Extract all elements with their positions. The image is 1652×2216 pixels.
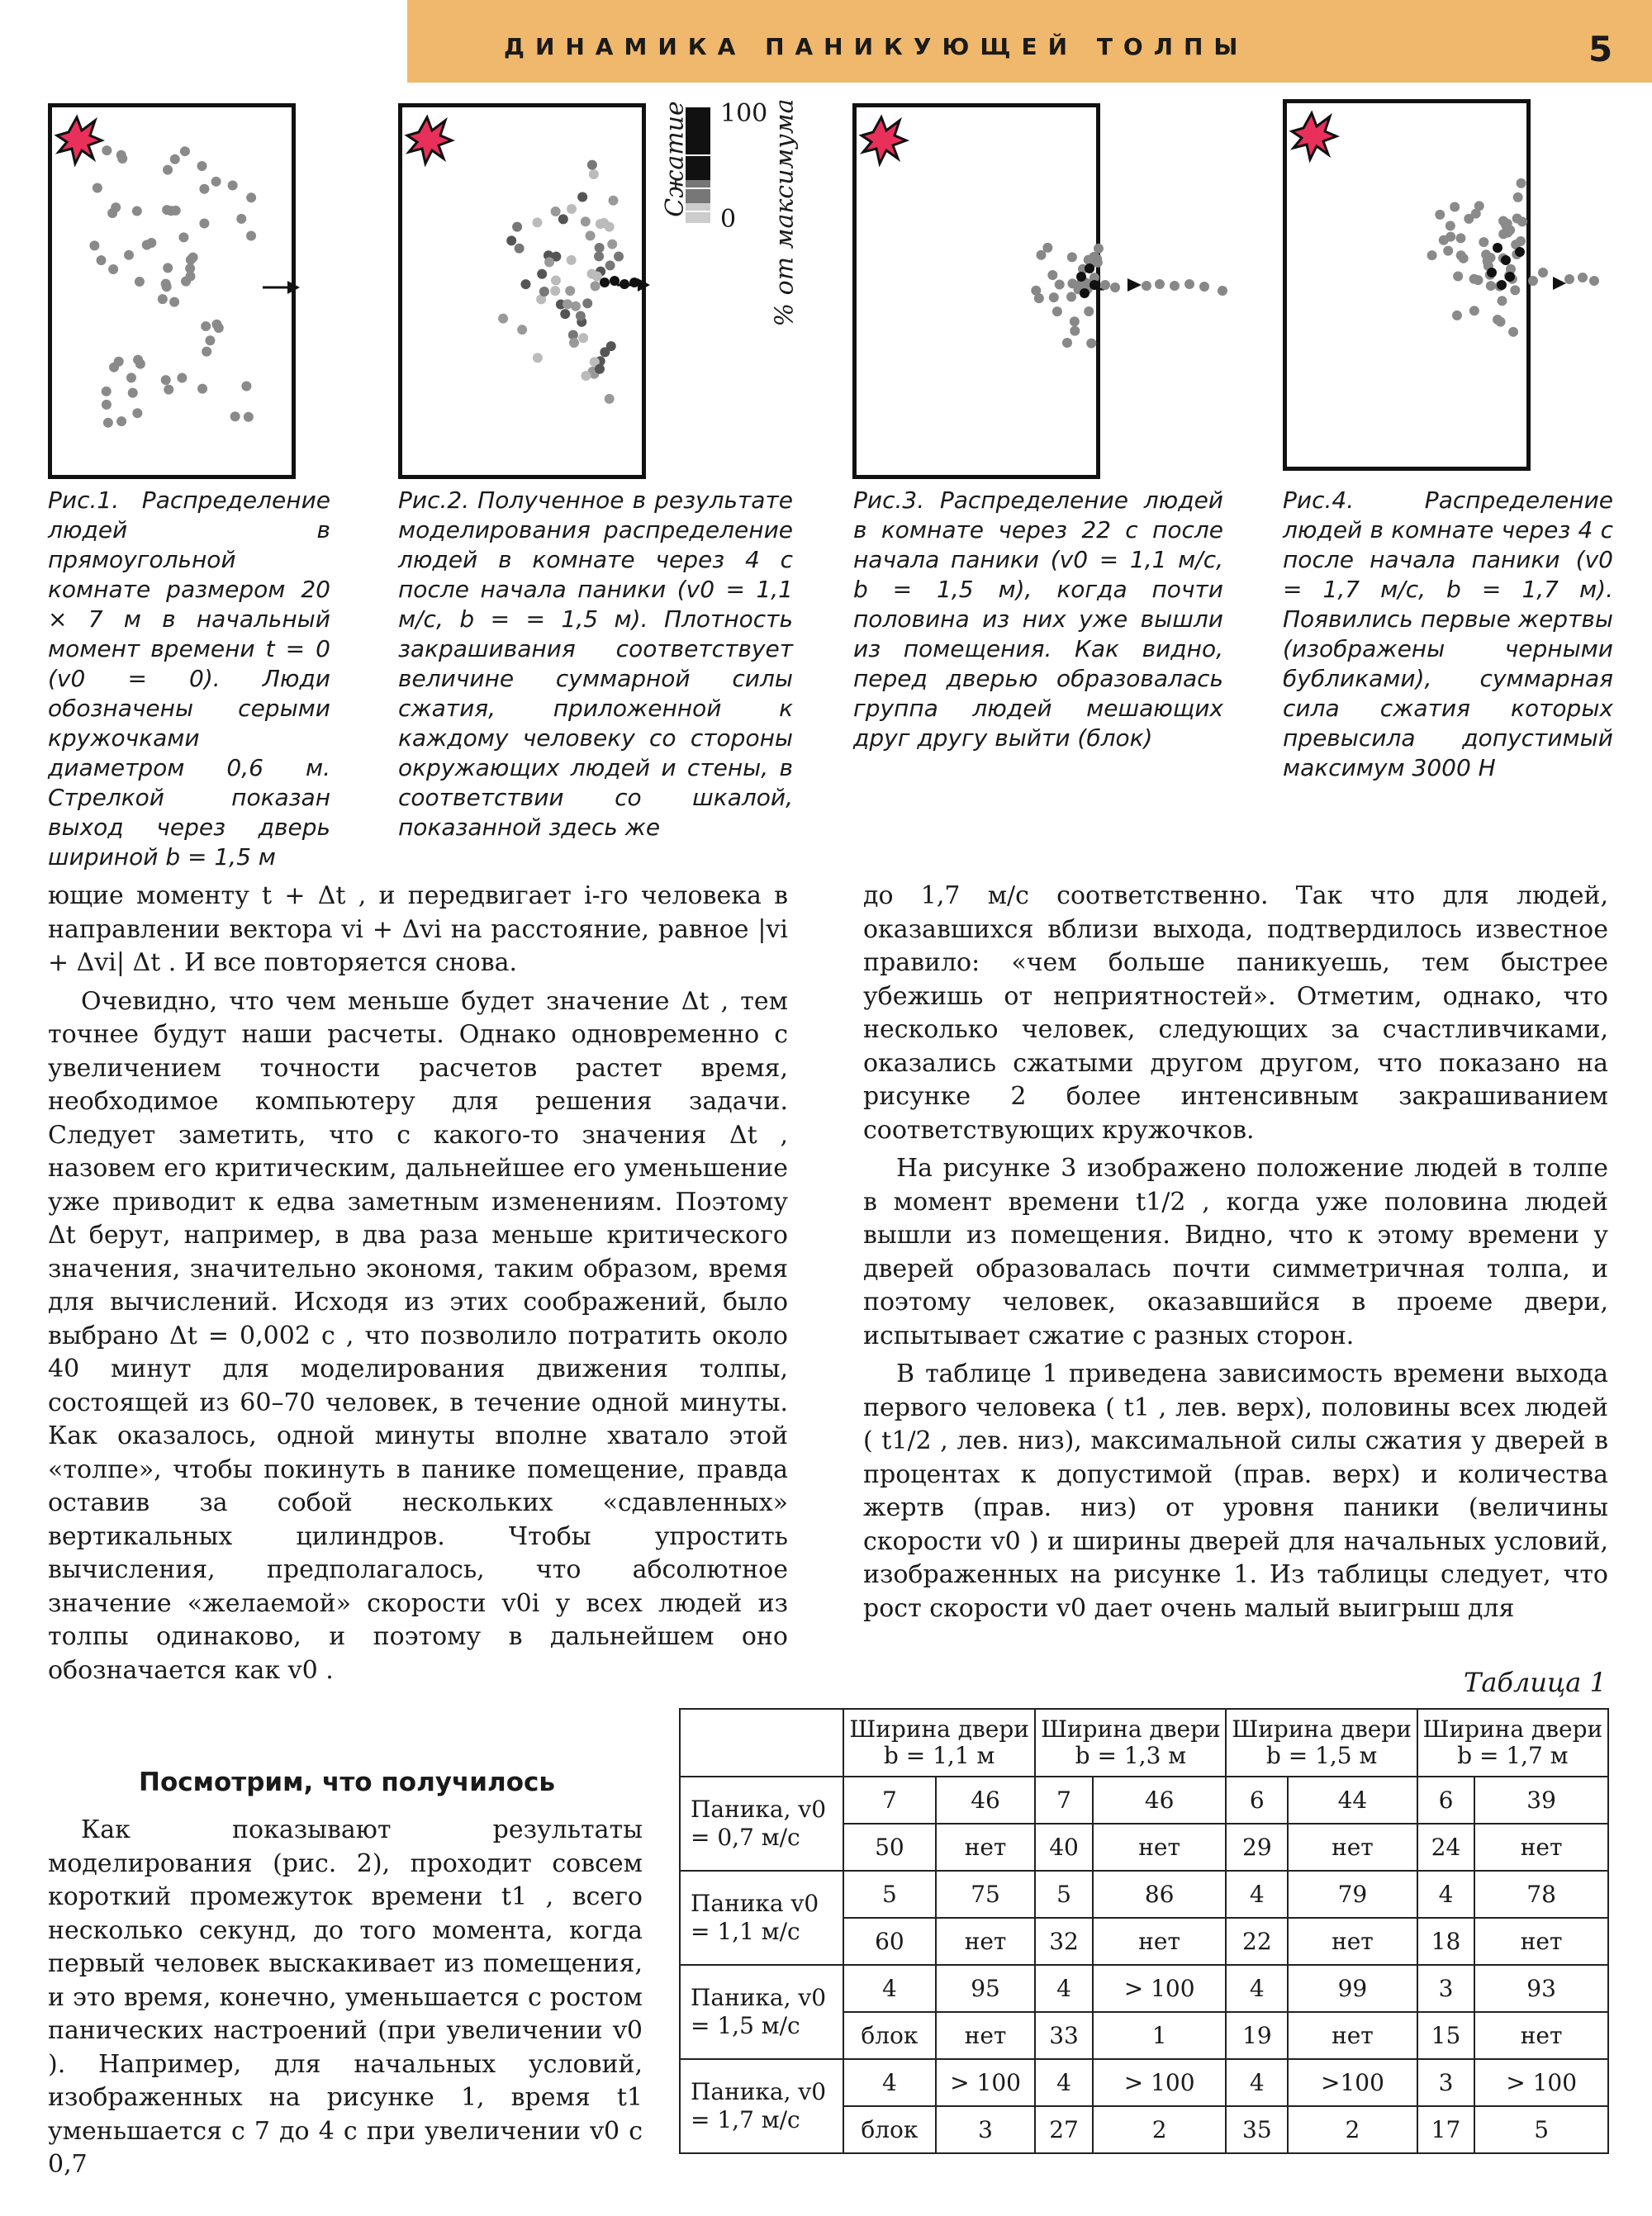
table-cell: 4	[1226, 1965, 1288, 2012]
person-dot	[605, 260, 615, 270]
person-dot	[577, 192, 587, 202]
person-dot	[1086, 339, 1096, 349]
person-dot	[1443, 246, 1453, 256]
table-title: Таблица 1	[1464, 1667, 1607, 1698]
person-dot	[246, 192, 256, 202]
person-dot	[132, 408, 142, 418]
person-dot	[89, 240, 99, 250]
table-cell: блок	[843, 2106, 936, 2153]
person-dot	[558, 214, 568, 224]
person-dot	[1464, 214, 1474, 224]
paragraph: до 1,7 м/с соответственно. Так что для людей, оказавшихся вблизи выхода, подтвердилось известное правило: «чем больше паникуешь, тем быстрее убежишь от неприятностей». Отметим, однако, что несколько человек, следующих за счастливчиками, оказались сжатыми другом другом, что показано на рисунке 2 более интенсивным закрашиванием соответствующих кружочков.	[863, 881, 1608, 1145]
person-dot	[111, 202, 121, 212]
person-dot	[576, 311, 586, 321]
person-dot	[177, 372, 187, 382]
data-table	[679, 1708, 1609, 2154]
table-cell: 5	[1474, 2106, 1608, 2153]
figure-4	[1283, 99, 1531, 471]
table-cell: 33	[1035, 2012, 1093, 2059]
table-cell: 2	[1288, 2106, 1417, 2153]
table-cell: 4	[843, 1965, 936, 2012]
person-dot	[506, 235, 516, 245]
table-cell: нет	[1474, 2012, 1608, 2059]
table-cell: нет	[1288, 2012, 1417, 2059]
person-dot	[199, 218, 209, 228]
table-header-row	[680, 1709, 1608, 1777]
person-dot	[1501, 255, 1511, 265]
person-dot	[609, 196, 619, 206]
table-cell: 3	[1417, 2059, 1475, 2106]
table-corner-cell	[680, 1709, 843, 1777]
left-column-bottom	[48, 1814, 643, 2182]
person-dot	[1100, 280, 1110, 290]
person-dot	[103, 418, 113, 428]
paragraph: Очевидно, что чем меньше будет значение Δt , тем точнее будут наши расчеты. Однако одновременно с увеличением точности расчетов растет время, необходимое компьютеру для решения задачи. Следует заметить, что с какого-то значения Δt , назовем его критическим, дальнейшее его уменьшение уже приводит к едва заметным изменениям. Поэтому Δt берут, например, в два раза меньше критического значения, значительно экономя, таким образом, время для вычислений. Исходя из этих соображений, было выбрано Δt = 0,002 с , что позволило потратить около 40 минут для моделирования движения толпы, состоящей из 60–70 человек, в течение одной минуты. Как оказалось, одной минуты вполне хватало этой «толпе», чтобы покинуть в панике помещение, правда оставив за собой нескольких «сдавленных» вертикальных цилиндров. Чтобы упростить вычисления, предполагалось, что абсолютное значение «желаемой» скорости v0i у всех людей из толпы одинаково, и поэтому в дальнейшем оно обозначается как v0 .	[48, 986, 788, 1685]
table-cell: 1	[1093, 2012, 1227, 2059]
person-dot	[551, 206, 561, 216]
person-dot	[569, 338, 579, 348]
table-cell: 4	[1417, 1871, 1475, 1918]
person-dot	[124, 250, 134, 260]
table-cell: 4	[1035, 2059, 1093, 2106]
person-dot	[205, 335, 215, 345]
person-dot	[1487, 268, 1497, 278]
person-dot	[550, 286, 560, 296]
table-cell: 6	[1226, 1777, 1288, 1824]
table-row-header: Паника v0 = 1,1 м/с	[680, 1871, 843, 1965]
person-dot	[102, 400, 112, 410]
scale-unit-label: % от максимума	[770, 98, 800, 327]
person-dot	[1142, 281, 1151, 291]
person-dot	[197, 384, 207, 394]
table-cell: нет	[1093, 1918, 1227, 1965]
table-cell: 5	[1035, 1871, 1093, 1918]
person-dot	[1218, 286, 1227, 296]
person-dot	[498, 314, 508, 324]
person-dot	[1170, 281, 1180, 291]
explosion-icon	[1292, 113, 1336, 159]
person-dot	[1538, 268, 1548, 278]
table-cell: 22	[1226, 1918, 1288, 1965]
table-cell: 50	[843, 1824, 936, 1871]
paragraph: В таблице 1 приведена зависимость времени выхода первого человека ( t1 , лев. верх), половины всех людей ( t1/2 , лев. низ), максимальной силы сжатия у дверей в процентах к допустимой (прав. верх) и количества жертв (прав. низ) от уровня паники (величины скорости v0 ) и ширины дверей для начальных условий, изображенных на рисунке 1. Из таблицы следует, что рост скорости v0 дает очень малый выигрыш для	[863, 1359, 1608, 1623]
fig3-caption: Рис.3. Распределение людей в комнате через 22 с после начала паники (v0 = 1,1 м/с, b = 1,5 м), когда почти половина из них уже вышли из помещения. Как видно, перед дверью образовалась группа людей мешающих друг другу выйти (блок)	[853, 486, 1223, 752]
person-dot	[246, 230, 256, 240]
person-dot	[116, 416, 126, 426]
person-dot	[197, 161, 206, 171]
person-dot	[116, 150, 126, 160]
explosion-icon	[407, 117, 452, 164]
person-dot	[1047, 270, 1057, 280]
person-dot	[520, 279, 530, 289]
table-cell: 3	[1417, 1965, 1475, 2012]
table-cell: нет	[936, 1918, 1035, 1965]
table-cell: 5	[843, 1871, 936, 1918]
person-dot	[587, 268, 597, 278]
explosion-icon	[862, 117, 906, 164]
table-cell: 95	[936, 1965, 1035, 2012]
table-cell: 99	[1288, 1965, 1417, 2012]
figure-1	[48, 103, 296, 479]
person-dot	[563, 299, 572, 309]
person-dot	[1427, 250, 1437, 260]
table-cell: 29	[1226, 1824, 1288, 1871]
person-dot	[135, 277, 145, 287]
person-dot	[1110, 282, 1120, 292]
person-dot	[211, 320, 221, 330]
table-row	[680, 1777, 1608, 1824]
person-dot	[102, 145, 112, 155]
fig3-drawing	[857, 107, 1104, 483]
person-dot	[1508, 327, 1518, 337]
table-cell: 3	[936, 2106, 1035, 2153]
person-dot	[185, 271, 195, 281]
person-dot	[596, 219, 605, 229]
fig4-drawing	[1287, 103, 1535, 475]
person-dot	[595, 364, 605, 374]
person-dot	[1084, 306, 1094, 316]
person-dot	[188, 253, 198, 263]
person-dot	[589, 169, 599, 179]
person-dot	[1589, 276, 1599, 286]
person-dot	[1496, 317, 1506, 327]
person-dot	[1453, 272, 1463, 282]
table-cell: 4	[1226, 1871, 1288, 1918]
fig1-crowd	[89, 145, 256, 428]
person-dot	[560, 309, 570, 319]
person-dot	[244, 412, 254, 422]
paragraph: На рисунке 3 изображено положение людей в толпе в момент времени t1/2 , когда уже половина людей вышли из помещения. Видно, что к этому времени у дверей образовалась почти симметричная толпа, и поэтому человек, оказавшийся в проеме двери, испытывает сжатие с разных сторон.	[863, 1154, 1608, 1350]
person-dot	[164, 385, 173, 395]
table-row-header: Паника, v0 = 1,5 м/с	[680, 1965, 843, 2059]
person-dot	[126, 372, 136, 382]
explosion-icon	[57, 117, 102, 164]
person-dot	[1493, 243, 1502, 253]
table-col-header: Ширина двери b = 1,7 м	[1417, 1709, 1608, 1777]
table-cell: нет	[1474, 1824, 1608, 1871]
person-dot	[1066, 292, 1076, 301]
paragraph: Как показывают результаты моделирования (рис. 2), проходит совсем короткий промежуток времени t1 , всего несколько секунд, до того момента, когда первый человек выскакивает из помещения, и это время, конечно, уменьшается с ростом панических настроений (при увеличении v0 ). Например, для начальных условий, изображенных на рисунке 1, время t1 уменьшается с 7 до 4 с при увеличении v0 с 0,7	[48, 1815, 643, 2179]
person-dot	[586, 230, 596, 240]
table-cell: >100	[1288, 2059, 1417, 2106]
person-dot	[1473, 275, 1483, 285]
person-dot	[1031, 286, 1041, 296]
person-dot	[605, 394, 615, 404]
table-cell: 78	[1474, 1871, 1608, 1918]
scale-max: 100	[720, 99, 768, 128]
person-dot	[1497, 280, 1507, 290]
person-dot	[591, 281, 601, 291]
exit-arrow-icon	[1553, 277, 1566, 290]
scale-min: 0	[720, 205, 737, 234]
person-dot	[578, 333, 588, 343]
fig1-drawing	[52, 107, 300, 483]
table-cell: > 100	[936, 2059, 1035, 2106]
person-dot	[515, 244, 525, 254]
table-cell: 46	[936, 1777, 1035, 1824]
person-dot	[166, 206, 176, 216]
table-cell: 93	[1474, 1965, 1608, 2012]
table-row-header: Паника, v0 = 1,7 м/с	[680, 2059, 843, 2153]
person-dot	[1049, 292, 1059, 302]
table-cell: 15	[1417, 2012, 1475, 2059]
exit-arrow-icon	[1127, 278, 1142, 292]
table-row	[680, 1965, 1608, 2012]
person-dot	[180, 146, 190, 156]
fig4-caption: Рис.4. Распределение людей в комнате через 4 с после начала паники (v0 = 1,7 м/с, b = 1,7 м). Появились первые жертвы (изображены черными бубликами), суммарная сила сжатия которых превысила допустимый максимум 3000 Н	[1283, 486, 1613, 781]
person-dot	[178, 232, 188, 242]
table-cell: 35	[1226, 2106, 1288, 2153]
table-cell: 7	[1035, 1777, 1093, 1824]
person-dot	[1474, 201, 1484, 211]
person-dot	[581, 216, 591, 226]
table-row-header: Паника, v0 = 0,7 м/с	[680, 1777, 843, 1871]
table-cell: > 100	[1093, 1965, 1227, 2012]
person-dot	[1512, 213, 1522, 223]
table-cell: 86	[1093, 1871, 1227, 1918]
person-dot	[1452, 311, 1462, 320]
section-heading: Посмотрим, что получилось	[139, 1768, 555, 1797]
person-dot	[1505, 272, 1515, 282]
table-cell: 24	[1417, 1824, 1475, 1871]
fig3-crowd	[1031, 243, 1104, 349]
table-cell: блок	[843, 2012, 936, 2059]
person-dot	[1199, 282, 1209, 292]
person-dot	[1070, 316, 1080, 326]
person-dot	[1446, 221, 1455, 230]
fig3-outside-crowd	[1099, 248, 1247, 314]
table-cell: 19	[1226, 2012, 1288, 2059]
fig4-crowd	[1427, 178, 1527, 337]
person-dot	[161, 279, 171, 289]
person-dot	[600, 347, 610, 357]
exit-arrow-icon	[263, 281, 300, 294]
person-dot	[108, 264, 118, 274]
person-dot	[1515, 247, 1525, 257]
person-dot	[97, 255, 107, 265]
table-cell: нет	[1474, 1918, 1608, 1965]
table-cell: 39	[1474, 1777, 1608, 1824]
person-dot	[1578, 273, 1588, 282]
table-cell: 79	[1288, 1871, 1417, 1918]
fig2-crowd	[498, 160, 639, 404]
person-dot	[93, 183, 102, 193]
person-dot	[1042, 243, 1052, 253]
table-cell: нет	[1288, 1824, 1417, 1871]
fig2-drawing	[402, 107, 650, 483]
paragraph: ющие моменту t + Δt , и передвигает i-го человека в направлении вектора vi + Δvi на расстояние, равное |vi + Δvi| Δt . И все повторяется снова.	[48, 881, 788, 977]
person-dot	[600, 278, 610, 287]
person-dot	[202, 347, 211, 357]
table-cell: 32	[1035, 1918, 1093, 1965]
person-dot	[1085, 263, 1094, 273]
person-dot	[594, 251, 604, 261]
person-dot	[512, 222, 522, 232]
person-dot	[1481, 249, 1491, 259]
left-column	[48, 880, 788, 1687]
page-number: 5	[1588, 29, 1613, 69]
right-column	[863, 880, 1608, 1625]
person-dot	[539, 287, 549, 297]
person-dot	[211, 177, 221, 187]
person-dot	[565, 286, 575, 296]
person-dot	[1062, 338, 1072, 348]
person-dot	[1517, 178, 1526, 188]
person-dot	[1076, 272, 1086, 282]
person-dot	[1455, 233, 1465, 243]
person-dot	[1080, 288, 1089, 298]
table-cell: > 100	[1093, 2059, 1227, 2106]
scale-label: Сжатие	[660, 101, 690, 217]
person-dot	[595, 243, 605, 253]
person-dot	[551, 276, 561, 286]
person-dot	[582, 298, 592, 308]
person-dot	[199, 184, 209, 194]
person-dot	[1502, 219, 1512, 229]
person-dot	[142, 240, 152, 250]
table-cell: 2	[1093, 2106, 1227, 2153]
fig4-outside-crowd	[1528, 248, 1627, 314]
table-cell: 75	[936, 1871, 1035, 1918]
person-dot	[567, 204, 577, 214]
person-dot	[161, 375, 171, 385]
person-dot	[228, 181, 238, 191]
person-dot	[1070, 326, 1080, 336]
person-dot	[1184, 279, 1194, 289]
person-dot	[517, 325, 527, 335]
person-dot	[102, 387, 112, 396]
person-dot	[1486, 281, 1496, 291]
person-dot	[1055, 280, 1065, 290]
table-cell: 6	[1417, 1777, 1475, 1824]
table-cell: 40	[1035, 1824, 1093, 1871]
table-cell: нет	[1093, 1824, 1227, 1871]
person-dot	[132, 206, 142, 216]
person-dot	[1479, 237, 1488, 247]
table-cell: 4	[843, 2059, 936, 2106]
person-dot	[533, 353, 543, 363]
person-dot	[1516, 236, 1526, 246]
person-dot	[1450, 202, 1460, 211]
table-row	[680, 2059, 1608, 2106]
table-cell: 60	[843, 1918, 936, 1965]
table-row	[680, 1871, 1608, 1918]
person-dot	[1435, 210, 1445, 220]
table-cell: > 100	[1474, 2059, 1608, 2106]
person-dot	[1469, 306, 1479, 316]
person-dot	[537, 269, 547, 279]
person-dot	[1456, 250, 1466, 260]
table-cell: 18	[1417, 1918, 1475, 1965]
table-cell: 46	[1093, 1777, 1227, 1824]
table-cell: 4	[1226, 2059, 1288, 2106]
person-dot	[201, 321, 211, 331]
person-dot	[607, 240, 617, 249]
person-dot	[1528, 276, 1538, 286]
person-dot	[170, 154, 180, 164]
person-dot	[133, 355, 143, 365]
person-dot	[1510, 285, 1520, 295]
person-dot	[587, 160, 597, 170]
person-dot	[169, 297, 179, 307]
person-dot	[128, 388, 138, 398]
figure-3	[852, 103, 1100, 479]
table-cell: нет	[936, 2012, 1035, 2059]
person-dot	[236, 214, 246, 224]
table-col-header: Ширина двери b = 1,5 м	[1226, 1709, 1417, 1777]
person-dot	[241, 382, 251, 391]
table-col-header: Ширина двери b = 1,1 м	[843, 1709, 1035, 1777]
person-dot	[1498, 296, 1507, 306]
person-dot	[158, 294, 168, 304]
person-dot	[1067, 252, 1077, 262]
table-cell: 44	[1288, 1777, 1417, 1824]
running-title: ДИНАМИКА ПАНИКУЮЩЕЙ ТОЛПЫ	[504, 33, 1249, 60]
person-dot	[1564, 274, 1574, 284]
table-cell: 7	[843, 1777, 936, 1824]
table-cell: 17	[1417, 2106, 1475, 2153]
person-dot	[1155, 279, 1165, 289]
person-dot	[581, 371, 591, 381]
person-dot	[230, 411, 240, 421]
figure-2	[398, 103, 646, 479]
person-dot	[533, 217, 543, 227]
person-dot	[163, 263, 173, 273]
person-dot	[544, 257, 554, 267]
person-dot	[163, 165, 173, 175]
table-col-header: Ширина двери b = 1,3 м	[1035, 1709, 1226, 1777]
person-dot	[1439, 235, 1449, 245]
person-dot	[109, 363, 119, 372]
person-dot	[1052, 306, 1062, 316]
person-dot	[571, 301, 581, 311]
person-dot	[614, 251, 624, 261]
fig2-caption: Рис.2. Полученное в результате моделирования распределение людей в комнате через 4 с после начала паники (v0 = 1,1 м/с, b = = 1,5 м). Плотность закрашивания соответствует величине суммарной силы сжатия, приложенной к каждому человеку со стороны окружающих людей и стены, в соответствии со шкалой, показанной здесь же	[398, 486, 793, 841]
table-cell: нет	[936, 1824, 1035, 1871]
fig1-caption: Рис.1. Распределение людей в прямоугольной комнате размером 20 × 7 м в начальный момент времени t = 0 (v0 = 0). Люди обозначены серыми кружочками диаметром 0,6 м. Стрелкой показан выход через дверь шириной b = 1,5 м	[48, 486, 330, 871]
person-dot	[1513, 192, 1523, 202]
table-cell: 4	[1035, 1965, 1093, 2012]
table-cell: 27	[1035, 2106, 1093, 2153]
person-dot	[567, 255, 577, 265]
table-cell: нет	[1288, 1918, 1417, 1965]
